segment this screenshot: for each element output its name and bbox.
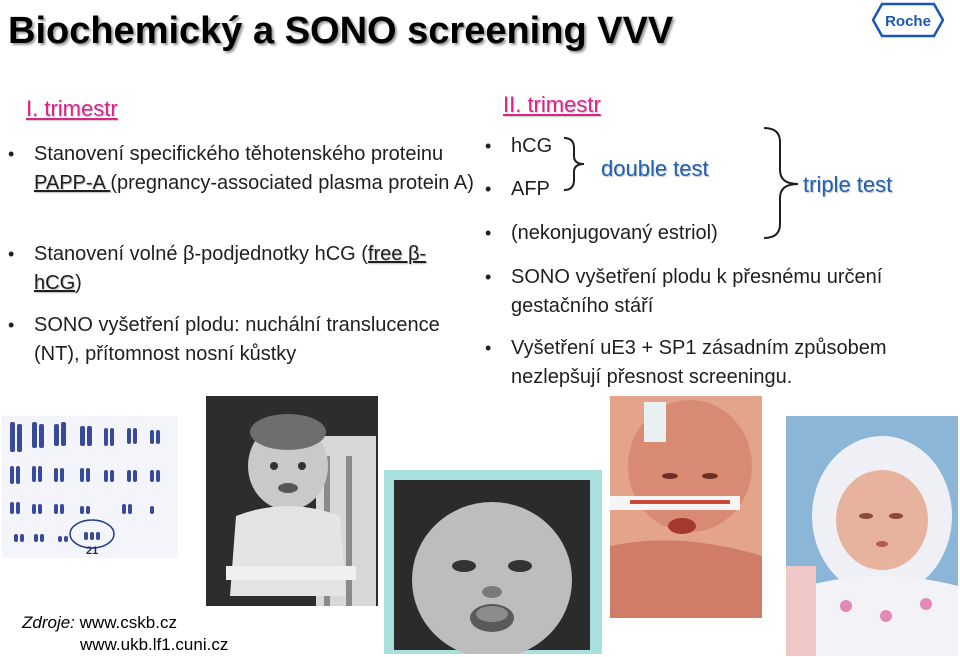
double-test-brace: [560, 134, 600, 194]
bullet-text: ): [75, 272, 82, 294]
triple-test-brace: [760, 124, 804, 242]
bullet-dot: •: [485, 338, 492, 358]
bullet-sono-age: [485, 263, 951, 321]
bullet-dot: •: [485, 179, 492, 199]
source-link-ukb[interactable]: www.ukb.lf1.cuni.cz: [80, 635, 229, 654]
triple-test-label: triple test: [803, 172, 893, 197]
bullet-hcg: [485, 132, 553, 161]
slide-title: Biochemický a SONO screening VVV: [8, 10, 674, 52]
karyotype-image: [2, 416, 178, 558]
bullet-dot: •: [8, 244, 15, 264]
photo-child-in-chair: [206, 396, 378, 606]
child-in-chair-picture: [206, 396, 378, 606]
bullet-estriol: [485, 219, 718, 248]
heading-second-trimester: II. trimestr: [503, 92, 601, 117]
double-test-label: double test: [601, 156, 709, 181]
bullet-sono-nt: [8, 311, 464, 369]
bullet-text: (nekonjugovaný estriol): [511, 222, 718, 244]
infant-face-picture: [384, 470, 602, 654]
bullet-text: Vyšetření uE3 + SP1 zásadním způsobem nezlepšují přesnost screeningu.: [511, 337, 887, 388]
bullet-text: Stanovení specifického těhotenského proteinu: [34, 143, 444, 165]
bullet-dot: •: [485, 136, 492, 156]
photo-newborn-tube: [610, 396, 762, 618]
newborn-tube-picture: [610, 396, 762, 618]
source-link-cskb[interactable]: www.cskb.cz: [79, 613, 177, 632]
heading-first-trimester: I. trimestr: [26, 96, 118, 121]
bullet-dot: •: [485, 267, 492, 287]
bullet-text: SONO vyšetření plodu k přesnému určení gestačního stáří: [511, 266, 883, 317]
bullet-text: Stanovení volné β-podjednotky hCG (: [34, 243, 368, 265]
bullet-text: SONO vyšetření plodu: nuchální translucence (NT), přítomnost nosní kůstky: [34, 314, 440, 365]
bullet-papp-a: [8, 140, 474, 198]
bullet-text: hCG: [511, 135, 553, 157]
bullet-dot: •: [8, 144, 15, 164]
papp-a-label: PAPP-A: [34, 172, 111, 194]
karyotype-chr21-label: 21: [86, 545, 99, 557]
bullet-dot: •: [8, 315, 15, 335]
bullet-free-hcg: [8, 240, 454, 298]
photo-infant-face: [384, 470, 602, 654]
free-beta-hcg-label: free β-hCG: [34, 243, 427, 294]
chromosome-karyotype-picture: [2, 416, 178, 558]
baby-bonnet-picture: [786, 416, 958, 656]
sources-block: [22, 612, 228, 656]
bullet-afp: [485, 175, 550, 204]
logo-text: Roche: [885, 13, 931, 30]
bullet-text: (pregnancy-associated plasma protein A): [110, 172, 474, 194]
sources-label: Zdroje:: [22, 613, 75, 632]
bullet-dot: •: [485, 223, 492, 243]
photo-baby-bonnet: [786, 416, 958, 656]
bullet-text: AFP: [511, 178, 550, 200]
roche-logo: [872, 2, 944, 38]
bullet-ue3-sp1: [485, 334, 956, 392]
